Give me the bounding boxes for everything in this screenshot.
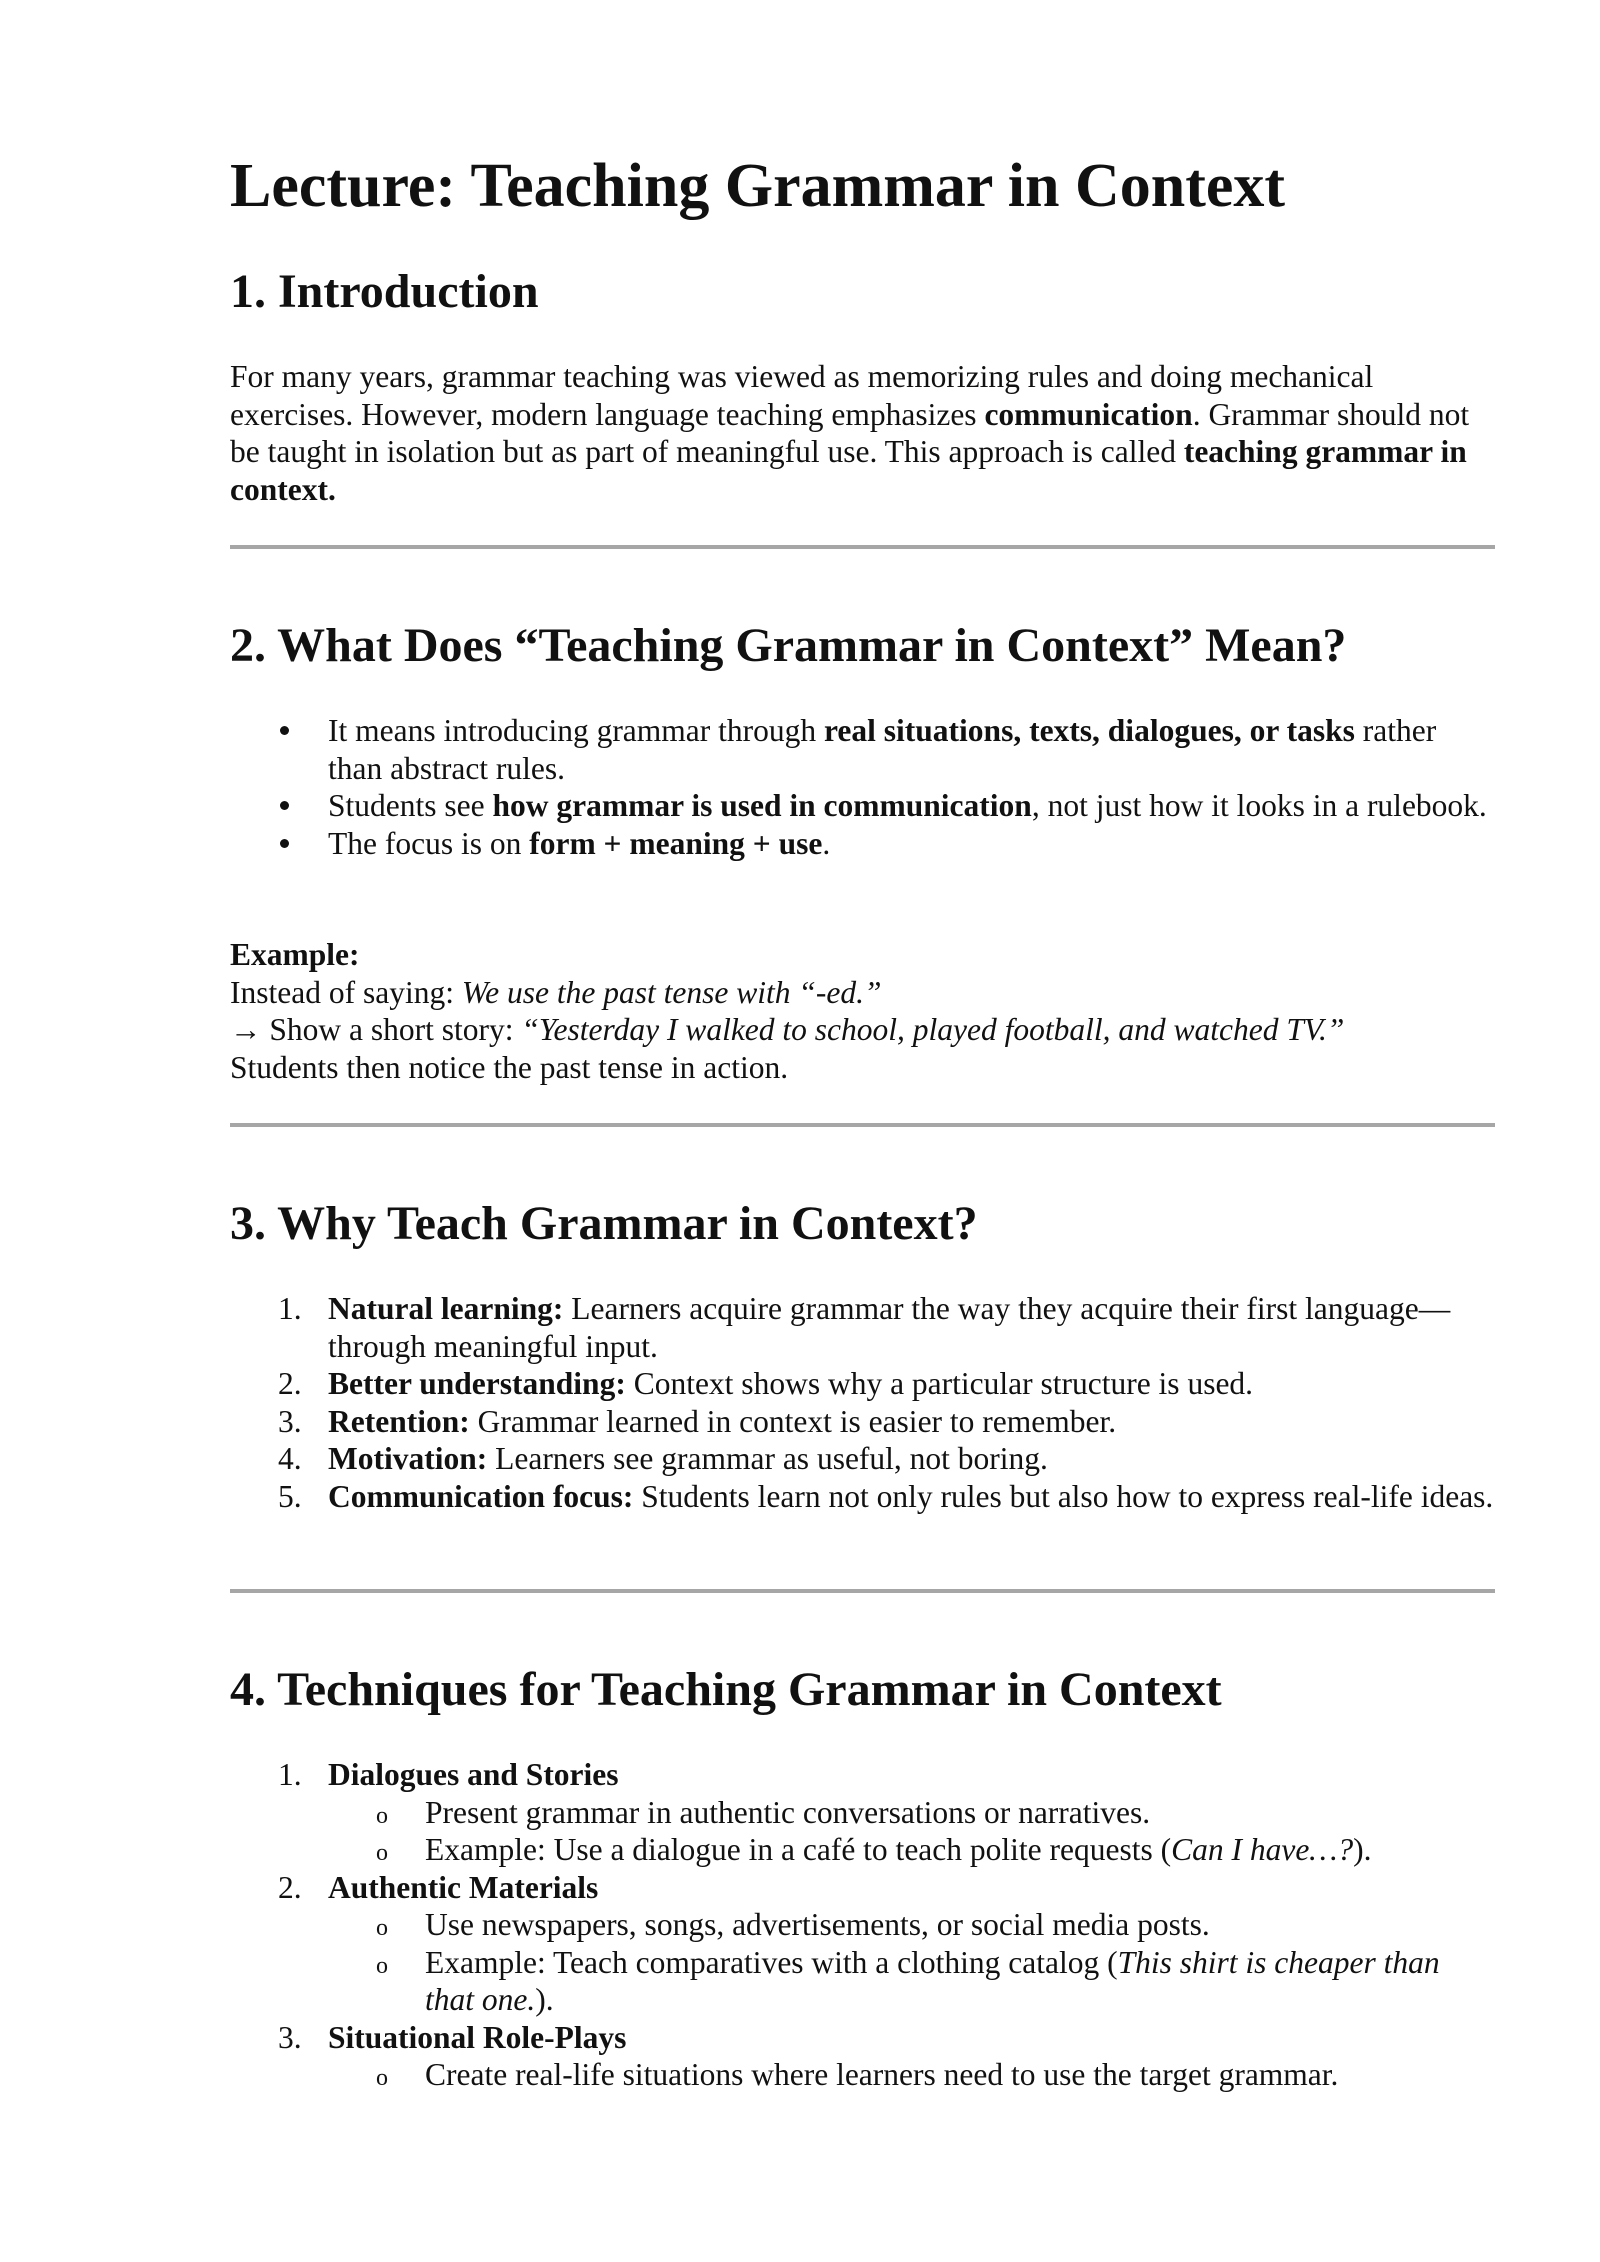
sub-item (230, 1906, 1495, 1944)
divider-2 (230, 1123, 1495, 1127)
reason-text: Retention: Grammar learned in context is easier to remember. (328, 1403, 1117, 1439)
divider-1 (230, 545, 1495, 549)
item-number: 1. (278, 1757, 302, 1792)
technique-sublist (328, 1794, 1495, 1869)
example-line: Instead of saying: We use the past tense with “-ed.” (230, 974, 882, 1010)
divider-3 (230, 1589, 1495, 1593)
sub-text: Create real-life situations where learners need to use the target grammar. (425, 2057, 1339, 2092)
intro-paragraph: For many years, grammar teaching was viewed as memorizing rules and doing mechanical exercises. However, modern language teaching emphasizes communication. Grammar should not be taught in isolation but as part of meaningful use. This approach is called teaching grammar in context. (230, 359, 1470, 507)
item-number: 5. (278, 1478, 302, 1514)
sub-item (230, 1794, 1495, 1832)
technique-title: Authentic Materials (328, 1869, 599, 1905)
technique-sublist (328, 2056, 1495, 2094)
reason-item (230, 1290, 1495, 1365)
item-number: 2. (278, 1869, 302, 1905)
sub-item (230, 2056, 1495, 2094)
technique-item (230, 2019, 1495, 2094)
reason-item (230, 1365, 1495, 1403)
meaning-bullet-list (230, 712, 1495, 862)
sub-item (230, 1944, 1495, 2019)
circle-bullet-icon: o (376, 1952, 388, 1979)
reason-text: Motivation: Learners see grammar as useful, not boring. (328, 1441, 1048, 1476)
technique-item (230, 1756, 1495, 1869)
section-3-heading: 3. Why Teach Grammar in Context? (230, 1197, 978, 1250)
sub-text: Present grammar in authentic conversations or narratives. (425, 1794, 1151, 1830)
reason-item (230, 1403, 1495, 1441)
example-line: Students then notice the past tense in action. (230, 1049, 789, 1085)
bullet-text: The focus is on form + meaning + use. (328, 825, 831, 861)
sub-text: Use newspapers, songs, advertisements, or social media posts. (425, 1907, 1210, 1942)
item-number: 4. (278, 1441, 302, 1476)
technique-title: Dialogues and Stories (328, 1757, 619, 1792)
example-line: → Show a short story: “Yesterday I walked to school, played football, and watched TV.” (230, 1012, 1345, 1047)
techniques-list (230, 1756, 1495, 2094)
item-number: 2. (278, 1366, 302, 1401)
bullet-item (230, 825, 1495, 863)
technique-item (230, 1869, 1495, 2019)
sub-item (230, 1831, 1495, 1869)
bullet-text: Students see how grammar is used in communication, not just how it looks in a rulebook. (328, 788, 1487, 823)
bullet-text: It means introducing grammar through real situations, texts, dialogues, or tasks rather than abstract rules. (328, 713, 1437, 786)
bullet-dot-icon (280, 801, 289, 810)
sub-text: Example: Teach comparatives with a clothing catalog (This shirt is cheaper than that one.). (425, 1944, 1440, 2017)
technique-sublist (328, 1906, 1495, 2019)
circle-bullet-icon: o (376, 1840, 388, 1866)
reason-item (230, 1478, 1495, 1516)
technique-title: Situational Role-Plays (328, 2019, 627, 2055)
bullet-item (230, 787, 1495, 825)
sub-text: Example: Use a dialogue in a café to teach polite requests (Can I have…?). (425, 1832, 1372, 1867)
item-number: 3. (278, 1403, 302, 1439)
bullet-dot-icon (280, 839, 289, 848)
circle-bullet-icon: o (376, 1802, 388, 1829)
bullet-item (230, 712, 1495, 787)
circle-bullet-icon: o (376, 2065, 388, 2091)
reason-item (230, 1440, 1495, 1478)
reasons-list (230, 1290, 1495, 1515)
item-number: 3. (278, 2019, 302, 2055)
bullet-dot-icon (280, 726, 289, 735)
reason-text: Communication focus: Students learn not only rules but also how to express real-life ideas. (328, 1478, 1494, 1514)
section-4-heading: 4. Techniques for Teaching Grammar in Context (230, 1663, 1222, 1716)
reason-text: Natural learning: Learners acquire grammar the way they acquire their first language—through meaningful input. (328, 1291, 1451, 1364)
example-block (230, 936, 1495, 1086)
section-2-heading: 2. What Does “Teaching Grammar in Context” Mean? (230, 619, 1347, 672)
lecture-title: Lecture: Teaching Grammar in Context (230, 152, 1286, 220)
circle-bullet-icon: o (376, 1915, 388, 1941)
example-label: Example: (230, 937, 360, 972)
section-1-heading: 1. Introduction (230, 265, 539, 318)
reason-text: Better understanding: Context shows why a particular structure is used. (328, 1366, 1254, 1401)
item-number: 1. (278, 1291, 302, 1326)
